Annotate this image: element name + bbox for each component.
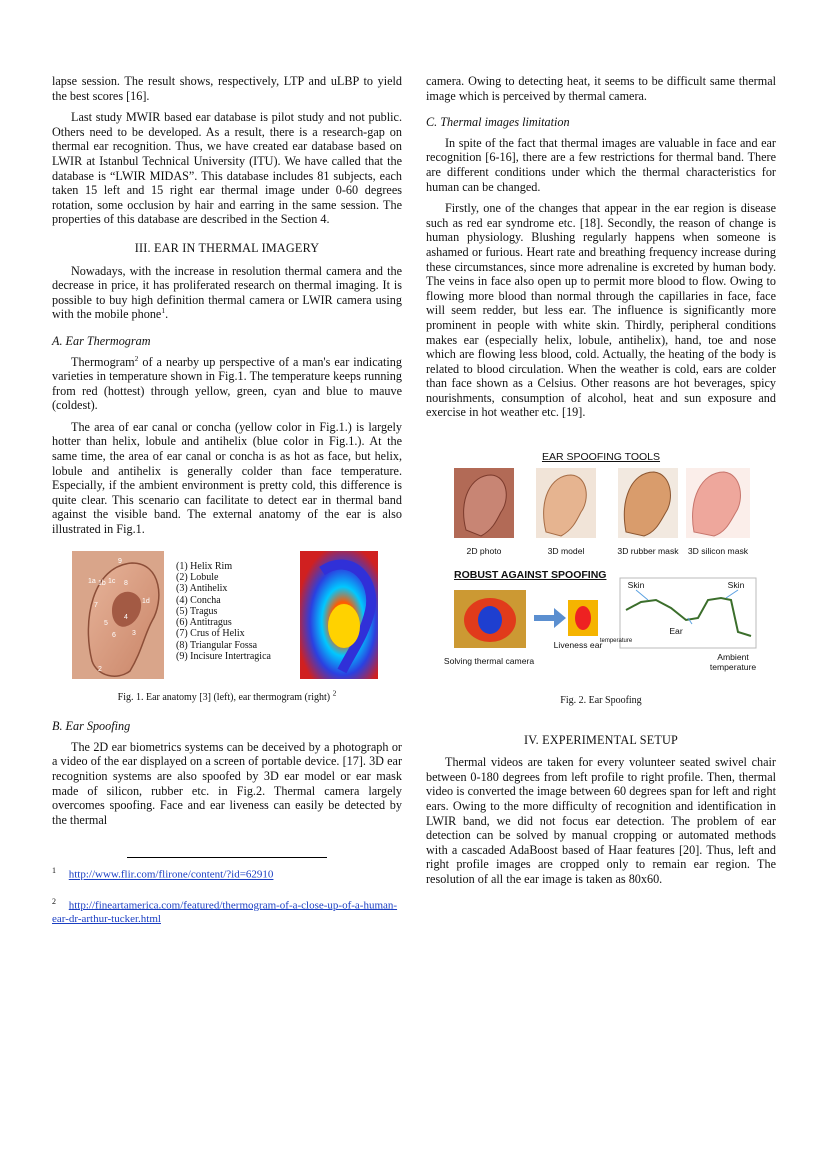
label-crus-of-helix: (7) Crus of Helix [176,628,245,640]
paragraph-mwir: Last study MWIR based ear database is pilot study and not public. Others need to be developed. As a result, there is a research-gap on thermal ear recognition. Thus, we have created ear database based on LWIR at Istanbul Technical University (ITU). We have called that the database is “LWIR MIDAS”. This database includes 81 subjects, each taken 15 left and 15 right ear thermal image under 0-60 degrees rotation, some occlusion by hair and earring in the same session. The properties of this database are described in the Section 4. [52,110,402,227]
label-3d-rubber-mask: 3D rubber mask [617,546,679,557]
footnote-ref-2: 2 [134,353,139,363]
fig2-title: EAR SPOOFING TOOLS [541,451,661,464]
label-incisure-intertragica: (9) Incisure Intertragica [176,651,271,662]
label-concha: (4) Concha [176,594,221,606]
thermogram-word: Thermogram [71,354,135,369]
paragraph-thermogram [52,355,402,413]
paragraph-ear-canal: The area of ear canal or concha (yellow color in Fig.1.) is largely hotter than helix, lobule and antihelix (blue color in Fig.1.). At the same time, the area of ear canal or concha is as hot as face, but helix, lobule and antihelix is generally colder than face temperature. Especially, if the ambient environment is pretty cold, this difference is quite clear. This scenario can facilitate to detect ear in thermal band against the visible band. The external anatomy of the ear is also illustrated in Fig.1. [52,419,402,537]
subsection-title-ear-spoofing: B. Ear Spoofing [52,719,131,734]
thermogram-text: of a nearby up perspective of a man's ear indicating varieties in temperature shown in Fig.1. The temperature keeps running from red (hottest) through yellow, green, cyan and blue to mauve (coldest). [52,354,402,413]
arrow-icon [534,608,566,628]
footnote-2 [52,895,402,927]
figure-1-caption-text: Fig. 1. Ear anatomy [3] (left), ear thermogram (right) [117,691,333,703]
label-ambient-temperature: Ambient temperature [709,652,757,673]
label-3d-silicon-mask: 3D silicon mask [687,546,749,557]
paragraph-lapse: lapse session. The result shows, respectively, LTP and uLBP to yield the best scores [16]. [52,74,402,103]
figure-1 [52,551,402,681]
ear-number: 1b [98,579,106,587]
paragraph-thermal-videos: Thermal videos are taken for every volunteer seated swivel chair between 0-180 degrees from left profile to right profile. Then, thermal video is converted the image between 60 degrees span for left and right ears. Owing to the more difficulty of recognition and identification in LWIR band, we did not focus ear detection. The problem of ear detection can be solved by manual cropping or automated methods with a cascaded AdaBoost based of Haar features [20]. Thus, left and right profile images are cropped only to remain ear region. The resolution of all the ear image is taken as 80x60. [426,755,776,886]
liveness-ear-inner [575,606,591,630]
figure-2 [426,450,776,700]
footnote-2-number: 2 [52,896,56,906]
fig2-robust-title: ROBUST AGAINST SPOOFING [454,569,607,582]
footnote-2-link[interactable]: http://fineartamerica.com/featured/thermogram-of-a-close-up-of-a-human-ear-dr-arthur-tucker.html [52,899,398,925]
figure-1-caption-sup: 2 [332,688,337,698]
paragraph-nowadays [52,264,402,322]
section-title-ear-thermal: III. EAR IN THERMAL IMAGERY [134,240,320,255]
subsection-title-ear-thermogram: A. Ear Thermogram [52,333,151,348]
right-column [426,74,776,894]
footnote-1 [52,864,402,882]
footnote-1-link[interactable]: http://www.flir.com/flirone/content/?id=62910 [68,869,274,882]
footnote-ref-1: 1 [161,306,166,316]
label-tragus: (5) Tragus [176,605,218,617]
ear-number: 5 [104,619,108,627]
label-liveness-ear: Liveness ear [553,640,603,651]
ear-number: 2 [98,665,102,673]
label-3d-model: 3D model [547,546,585,557]
label-helix-rim: (1) Helix Rim [176,560,233,572]
thermal-face-inner [478,606,502,634]
footnote-1-number: 1 [52,866,56,876]
ear-number: 9 [118,557,122,565]
ear-number: 4 [124,613,128,621]
label-2d-photo: 2D photo [466,546,502,557]
label-skin-right: Skin [727,580,745,591]
left-column [52,74,402,926]
paragraph-nowadays-text: Nowadays, with the increase in resolution thermal camera and the decrease in price, it has proliferated research on thermal imaging. It is possible to buy high definition thermal camera or LWIR camera using with the mobile phone [52,263,402,322]
figure-2-caption: Fig. 2. Ear Spoofing [560,695,642,707]
ear-number: 1d [142,597,150,605]
ear-number: 7 [94,601,98,609]
section-title-experimental-setup: IV. EXPERIMENTAL SETUP [523,732,679,747]
ear-number: 1c [108,577,116,585]
paragraph-firstly: Firstly, one of the changes that appear in the ear region is disease such as red ear syndrome etc. [18]. Secondly, the reason of change is human physiology. Blushing regularly happens when someone is ashamed or furious. Heart rate and breathing frequency increase during these circumstances, since more adrenaline is excreted by human body. The veins in face also open up to permit more blood to flow. Owing to flowing more blood than normal through the capillaries in face, face will seem redder, but less ear. The influence is significantly more prominent in people with white skin. Thirdly, peripheral conditions makes ear (especially helix, lobule, antihelix), hand, toe and nose which are flowing less blood, cold. Actually, the heating of the body is related to blood circulation. When the weather is cold, ears are colder than face shown as a Celsius. Other reasons are hot beverages, spicy nourishments, consumption of alcohol, heat and sun exposure and exercise in hot weather etc. [19]. [426,201,776,420]
label-antihelix: (3) Antihelix [176,583,228,595]
label-ear: Ear [669,626,683,637]
paragraph-ear-spoofing: The 2D ear biometrics systems can be deceived by a photograph or a video of the ear displayed on a screen of portable device. [17]. 3D ear recognition systems are also spoofed by 3D ear model or ear mask made of silicon, rubber etc. in Fig.2. Thermal camera largely overcomes spoofing. Face and ear liveness can easily be detected by the thermal [52,739,402,827]
ear-number: 8 [124,579,128,587]
ear-number: 6 [112,631,116,639]
label-triangular-fossa: (8) Triangular Fossa [176,639,258,651]
label-temperature-axis: temperature [599,638,633,645]
thermogram-concha [328,604,360,648]
label-skin-left: Skin [627,580,645,591]
label-lobule: (2) Lobule [176,571,219,583]
footnote-divider [127,857,327,858]
label-solving-thermal-camera: Solving thermal camera [443,656,535,667]
subsection-title-thermal-limitation: C. Thermal images limitation [426,115,570,130]
figure-1-caption [52,688,402,706]
label-antitragus: (6) Antitragus [176,617,232,629]
ear-anatomy-labels [176,561,271,663]
paragraph-camera: camera. Owing to detecting heat, it seems to be difficult same thermal image which is perceived by thermal camera. [426,74,776,103]
paragraph-nowadays-end: . [165,307,169,322]
ear-number: 3 [132,629,136,637]
paragraph-in-spite: In spite of the fact that thermal images are valuable in face and ear recognition [6-16], there are a few restrictions for thermal band. There are different conditions under which the thermal characteristics for human can be changed. [426,135,776,194]
ear-number: 1a [88,577,96,585]
